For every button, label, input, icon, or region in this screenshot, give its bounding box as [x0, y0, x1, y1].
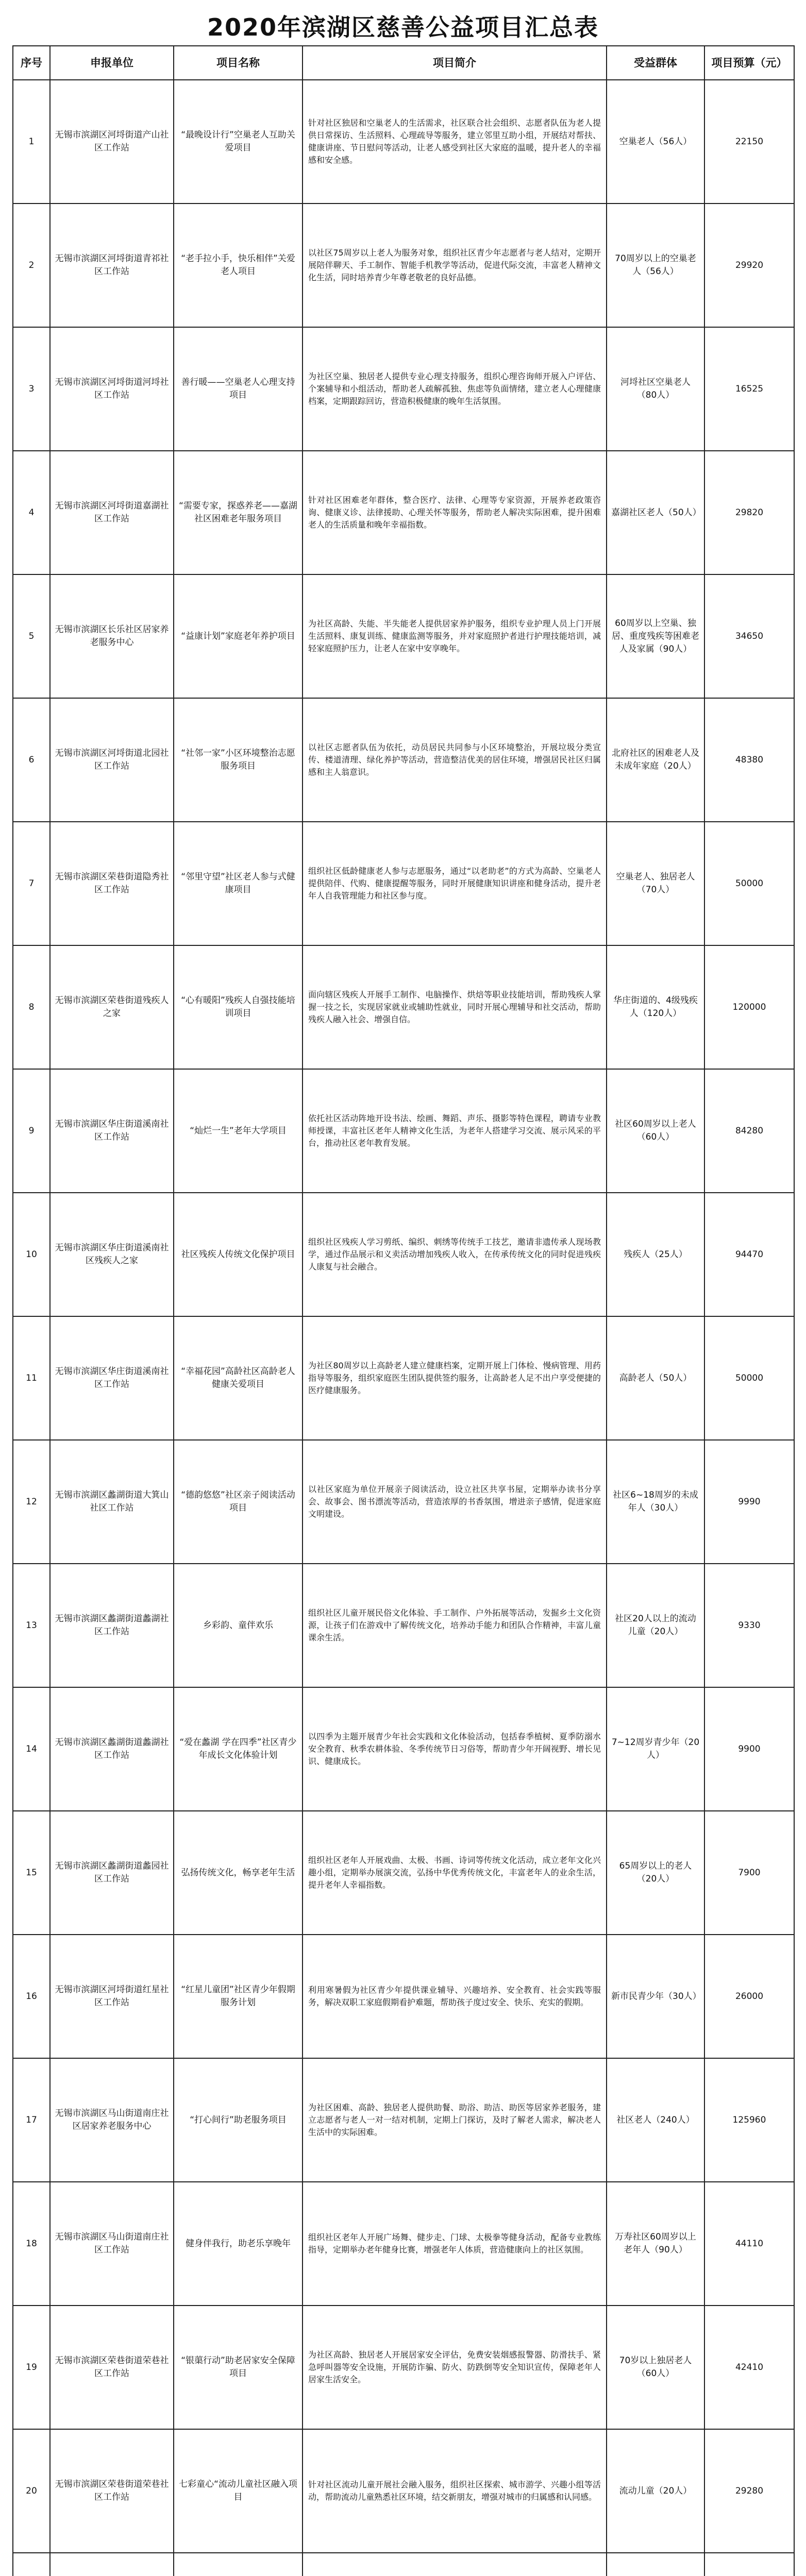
table-row: [13, 2058, 794, 2182]
project-summary-table: [12, 45, 795, 2576]
table-row: [13, 80, 794, 204]
row-number: 5: [13, 574, 50, 698]
row-number: 3: [13, 327, 50, 451]
row-number: 14: [13, 1687, 50, 1811]
project-name: “老手拉小手，快乐相伴”关爱老人项目: [174, 204, 303, 327]
row-number: 10: [13, 1193, 50, 1316]
project-intro: 组织社区残疾人学习剪纸、编织、刺绣等传统手工技艺，邀请非遗传承人现场教学，通过作品展示和义卖活动增加残疾人收入，在传承传统文化的同时促进残疾人康复与社会融合。: [303, 1193, 607, 1316]
beneficiary-group: 流动儿童（20人）: [607, 2429, 704, 2553]
table-header: [13, 46, 794, 80]
project-name: 社区残疾人传统文化保护项目: [174, 1193, 303, 1316]
header-unit: 申报单位: [50, 46, 174, 80]
row-number: 1: [13, 80, 50, 204]
project-name: “益康计划”家庭老年养护项目: [174, 574, 303, 698]
applicant-unit: 无锡市滨湖区河埒街道河埒社区工作站: [50, 327, 174, 451]
beneficiary-group: 社区60周岁以上老人（60人）: [607, 1069, 704, 1193]
beneficiary-group: 70岁以上独居老人（60人）: [607, 2306, 704, 2429]
project-budget: 42410: [704, 2306, 794, 2429]
project-budget: 29920: [704, 204, 794, 327]
beneficiary-group: 万寿社区60周岁以上老年人（90人）: [607, 2182, 704, 2306]
applicant-unit: 无锡市滨湖区荣巷街道荣巷社区工作站: [50, 2429, 174, 2553]
beneficiary-group: 华庄街道的、4级残疾人（120人）: [607, 945, 704, 1069]
project-intro: 组织社区老年人开展广场舞、健步走、门球、太极拳等健身活动，配备专业教练指导，定期举办老年健身比赛，增强老年人体质，营造健康向上的社区氛围。: [303, 2182, 607, 2306]
beneficiary-group: 新市民青少年（30人）: [607, 1935, 704, 2058]
project-intro: 为社区高龄、失能、半失能老人提供居家养护服务，组织专业护理人员上门开展生活照料、康复训练、健康监测等服务，并对家庭照护者进行护理技能培训，减轻家庭照护压力，让老人在家中安享晚年。: [303, 574, 607, 698]
applicant-unit: 无锡市滨湖区蠡湖街道蠡园社区工作站: [50, 1811, 174, 1935]
applicant-unit: 无锡市滨湖区河埒街道嘉湖社区工作站: [50, 451, 174, 574]
applicant-unit: 无锡市滨湖区蠡湖街道蠡湖社区工作站: [50, 1687, 174, 1811]
applicant-unit: 无锡市滨湖区蠡湖街道大箕山社区工作站: [50, 1440, 174, 1564]
table-row: [13, 1564, 794, 1687]
project-budget: 84280: [704, 1069, 794, 1193]
row-number: 20: [13, 2429, 50, 2553]
project-budget: 22150: [704, 80, 794, 204]
applicant-unit: [50, 2553, 174, 2576]
project-intro: 组织社区低龄健康老人参与志愿服务，通过“以老助老”的方式为高龄、空巢老人提供陪伴、代购、健康提醒等服务，同时开展健康知识讲座和健身活动，提升老年人自我管理能力和社区参与度。: [303, 822, 607, 945]
applicant-unit: 无锡市滨湖区华庄街道溪南社区工作站: [50, 1069, 174, 1193]
row-number: [13, 2553, 50, 2576]
project-intro: 为社区困难、高龄、独居老人提供助餐、助浴、助洁、助医等居家养老服务，建立志愿者与老人一对一结对机制，定期上门探访，及时了解老人需求，解决老人生活中的实际困难。: [303, 2058, 607, 2182]
beneficiary-group: 空巢老人（56人）: [607, 80, 704, 204]
project-intro: 以社区志愿者队伍为依托，动员居民共同参与小区环境整治，开展垃圾分类宣传、楼道清理、绿化养护等活动，营造整洁优美的居住环境，增强居民社区归属感和主人翁意识。: [303, 698, 607, 822]
project-name: “爱在蠡湖 学在四季”社区青少年成长文化体验计划: [174, 1687, 303, 1811]
project-budget: [704, 2553, 794, 2576]
project-budget: 34650: [704, 574, 794, 698]
row-number: 17: [13, 2058, 50, 2182]
table-row: [13, 327, 794, 451]
applicant-unit: 无锡市滨湖区荣巷街道残疾人之家: [50, 945, 174, 1069]
project-budget: 50000: [704, 822, 794, 945]
applicant-unit: 无锡市滨湖区马山街道南庄社区工作站: [50, 2182, 174, 2306]
project-intro: 为社区高龄、独居老人开展居家安全评估，免费安装烟感报警器、防滑扶手、紧急呼叫器等安全设施，开展防诈骗、防火、防跌倒等安全知识宣传，保障老年人居家生活安全。: [303, 2306, 607, 2429]
project-budget: 9990: [704, 1440, 794, 1564]
row-number: 6: [13, 698, 50, 822]
applicant-unit: 无锡市滨湖区河埒街道产山社区工作站: [50, 80, 174, 204]
project-name: “德韵悠悠”社区亲子阅读活动项目: [174, 1440, 303, 1564]
project-name: “需要专家，探惑养老——嘉湖社区困难老年服务项目: [174, 451, 303, 574]
project-name: 弘扬传统文化，畅享老年生活: [174, 1811, 303, 1935]
project-budget: 29820: [704, 451, 794, 574]
project-budget: 16525: [704, 327, 794, 451]
project-intro: 为社区空巢、独居老人提供专业心理支持服务，组织心理咨询师开展入户评估、个案辅导和小组活动，帮助老人疏解孤独、焦虑等负面情绪，建立老人心理健康档案，定期跟踪回访，营造积极健康的晚年生活氛围。: [303, 327, 607, 451]
table-row: [13, 2429, 794, 2553]
beneficiary-group: 北府社区的困难老人及未成年家庭（20人）: [607, 698, 704, 822]
header-budget: 项目预算（元）: [704, 46, 794, 80]
table-row: [13, 574, 794, 698]
project-budget: 50000: [704, 1316, 794, 1440]
row-number: 8: [13, 945, 50, 1069]
header-beneficiaries: 受益群体: [607, 46, 704, 80]
project-intro: 依托社区活动阵地开设书法、绘画、舞蹈、声乐、摄影等特色课程，聘请专业教师授课，丰富社区老年人精神文化生活，为老年人搭建学习交流、展示风采的平台，推动社区老年教育发展。: [303, 1069, 607, 1193]
row-number: 16: [13, 1935, 50, 2058]
project-budget: 26000: [704, 1935, 794, 2058]
table-row: [13, 1440, 794, 1564]
beneficiary-group: 空巢老人、独居老人（70人）: [607, 822, 704, 945]
project-name: “灿烂一生”老年大学项目: [174, 1069, 303, 1193]
beneficiary-group: [607, 2553, 704, 2576]
table-row: [13, 1193, 794, 1316]
table-row: [13, 204, 794, 327]
row-number: 4: [13, 451, 50, 574]
header-no: 序号: [13, 46, 50, 80]
row-number: 9: [13, 1069, 50, 1193]
project-name: 健身伴我行，助老乐享晚年: [174, 2182, 303, 2306]
project-name: “银蕖行动”助老居家安全保障项目: [174, 2306, 303, 2429]
project-budget: 7900: [704, 1811, 794, 1935]
project-intro: 针对社区困难老年群体，整合医疗、法律、心理等专家资源，开展养老政策咨询、健康义诊、法律援助、心理关怀等服务，帮助老人解决实际困难，提升困难老人的生活质量和晚年幸福指数。: [303, 451, 607, 574]
table-row: [13, 698, 794, 822]
beneficiary-group: 社区老人（240人）: [607, 2058, 704, 2182]
project-intro: 组织社区老年人开展戏曲、太极、书画、诗词等传统文化活动，成立老年文化兴趣小组，定期举办展演交流，弘扬中华优秀传统文化，丰富老年人的业余生活，提升老年人幸福指数。: [303, 1811, 607, 1935]
beneficiary-group: 60周岁以上空巢、独居、重度残疾等困难老人及家属（90人）: [607, 574, 704, 698]
table-row: [13, 2306, 794, 2429]
project-intro: 以四季为主题开展青少年社会实践和文化体验活动，包括春季植树、夏季防溺水安全教育、秋季农耕体验、冬季传统节日习俗等，帮助青少年开阔视野、增长见识、健康成长。: [303, 1687, 607, 1811]
row-number: 2: [13, 204, 50, 327]
applicant-unit: 无锡市滨湖区华庄街道溪南社区工作站: [50, 1316, 174, 1440]
table-row: [13, 1069, 794, 1193]
applicant-unit: 无锡市滨湖区马山街道南庄社区居家养老服务中心: [50, 2058, 174, 2182]
row-number: 11: [13, 1316, 50, 1440]
table-row: [13, 2182, 794, 2306]
beneficiary-group: 河埒社区空巢老人（80人）: [607, 327, 704, 451]
applicant-unit: 无锡市滨湖区华庄街道溪南社区残疾人之家: [50, 1193, 174, 1316]
table-row: [13, 1316, 794, 1440]
project-name: “心有暖阳”残疾人自强技能培训项目: [174, 945, 303, 1069]
beneficiary-group: 残疾人（25人）: [607, 1193, 704, 1316]
table-row: [13, 1687, 794, 1811]
project-intro: 针对社区独居和空巢老人的生活需求，社区联合社会组织、志愿者队伍为老人提供日常探访、生活照料、心理疏导等服务，建立邻里互助小组，开展结对帮扶、健康讲座、节日慰问等活动，让老人感受到社区大家庭的温暖，提升老人的幸福感和安全感。: [303, 80, 607, 204]
applicant-unit: 无锡市滨湖区蠡湖街道蠡湖社区工作站: [50, 1564, 174, 1687]
header-project-name: 项目名称: [174, 46, 303, 80]
project-name: 七彩童心“流动儿童社区融入项目: [174, 2429, 303, 2553]
table-row: [13, 822, 794, 945]
project-intro: 为社区80周岁以上高龄老人建立健康档案，定期开展上门体检、慢病管理、用药指导等服务，组织家庭医生团队提供签约服务，让高龄老人足不出户享受便捷的医疗健康服务。: [303, 1316, 607, 1440]
project-name: 善行暖——空巢老人心理支持项目: [174, 327, 303, 451]
project-budget: 94470: [704, 1193, 794, 1316]
project-budget: 125960: [704, 2058, 794, 2182]
project-intro: 以社区75周岁以上老人为服务对象，组织社区青少年志愿者与老人结对，定期开展陪伴聊天、手工制作、智能手机教学等活动，促进代际交流，丰富老人精神文化生活，同时培养青少年尊老敬老的良好品德。: [303, 204, 607, 327]
header-intro: 项目简介: [303, 46, 607, 80]
row-number: 18: [13, 2182, 50, 2306]
project-budget: 120000: [704, 945, 794, 1069]
row-number: 12: [13, 1440, 50, 1564]
project-budget: 29280: [704, 2429, 794, 2553]
beneficiary-group: 7~12周岁青少年（20人）: [607, 1687, 704, 1811]
beneficiary-group: 社区6~18周岁的未成年人（30人）: [607, 1440, 704, 1564]
applicant-unit: 无锡市滨湖区河埒街道北园社区工作站: [50, 698, 174, 822]
project-intro: 针对社区流动儿童开展社会融入服务，组织社区探索、城市游学、兴趣小组等活动，帮助流动儿童熟悉社区环境，结交新朋友，增强对城市的归属感和认同感。: [303, 2429, 607, 2553]
project-name: “打心间行”助老服务项目: [174, 2058, 303, 2182]
applicant-unit: 无锡市滨湖区荣巷街道隐秀社区工作站: [50, 822, 174, 945]
document-title: 2020年滨湖区慈善公益项目汇总表: [207, 13, 599, 41]
applicant-unit: 无锡市滨湖区荣巷街道荣巷社区工作站: [50, 2306, 174, 2429]
beneficiary-group: 嘉湖社区老人（50人）: [607, 451, 704, 574]
project-name: “幸福花园”高龄社区高龄老人健康关爱项目: [174, 1316, 303, 1440]
table-row: [13, 945, 794, 1069]
applicant-unit: 无锡市滨湖区河埒街道青祁社区工作站: [50, 204, 174, 327]
beneficiary-group: 70周岁以上的空巢老人（56人）: [607, 204, 704, 327]
project-name: “最晚设计行”空巢老人互助关爱项目: [174, 80, 303, 204]
project-name: “红星儿童团”社区青少年假期服务计划: [174, 1935, 303, 2058]
row-number: 13: [13, 1564, 50, 1687]
table-row: [13, 1935, 794, 2058]
project-intro: 组织社区儿童开展民俗文化体验、手工制作、户外拓展等活动，发掘乡土文化资源，让孩子们在游戏中了解传统文化，培养动手能力和团队合作精神，丰富儿童课余生活。: [303, 1564, 607, 1687]
row-number: 19: [13, 2306, 50, 2429]
project-intro: [303, 2553, 607, 2576]
row-number: 7: [13, 822, 50, 945]
project-intro: 利用寒暑假为社区青少年提供课业辅导、兴趣培养、安全教育、社会实践等服务，解决双职工家庭假期看护难题，帮助孩子度过安全、快乐、充实的假期。: [303, 1935, 607, 2058]
table-row: [13, 1811, 794, 1935]
project-intro: 以社区家庭为单位开展亲子阅读活动，设立社区共享书屋，定期举办读书分享会、故事会、图书漂流等活动，营造浓厚的书香氛围，增进亲子感情，促进家庭文明建设。: [303, 1440, 607, 1564]
table-row: [13, 451, 794, 574]
table-row: [13, 2553, 794, 2576]
applicant-unit: 无锡市滨湖区河埒街道红星社区工作站: [50, 1935, 174, 2058]
applicant-unit: 无锡市滨湖区长乐社区居家养老服务中心: [50, 574, 174, 698]
project-name: “社邻一家”小区环境整治志愿服务项目: [174, 698, 303, 822]
beneficiary-group: 社区20人以上的流动儿童（20人）: [607, 1564, 704, 1687]
project-budget: 9330: [704, 1564, 794, 1687]
project-intro: 面向辖区残疾人开展手工制作、电脑操作、烘焙等职业技能培训，帮助残疾人掌握一技之长，实现居家就业或辅助性就业，同时开展心理辅导和社交活动，帮助残疾人融入社会、增强自信。: [303, 945, 607, 1069]
row-number: 15: [13, 1811, 50, 1935]
project-budget: 44110: [704, 2182, 794, 2306]
project-name: 乡彩韵、童伴欢乐: [174, 1564, 303, 1687]
project-name: “邻里守望”社区老人参与式健康项目: [174, 822, 303, 945]
beneficiary-group: 65周岁以上的老人（20人）: [607, 1811, 704, 1935]
beneficiary-group: 高龄老人（50人）: [607, 1316, 704, 1440]
project-name: [174, 2553, 303, 2576]
project-budget: 9900: [704, 1687, 794, 1811]
table-body: [13, 80, 794, 2576]
project-budget: 48380: [704, 698, 794, 822]
